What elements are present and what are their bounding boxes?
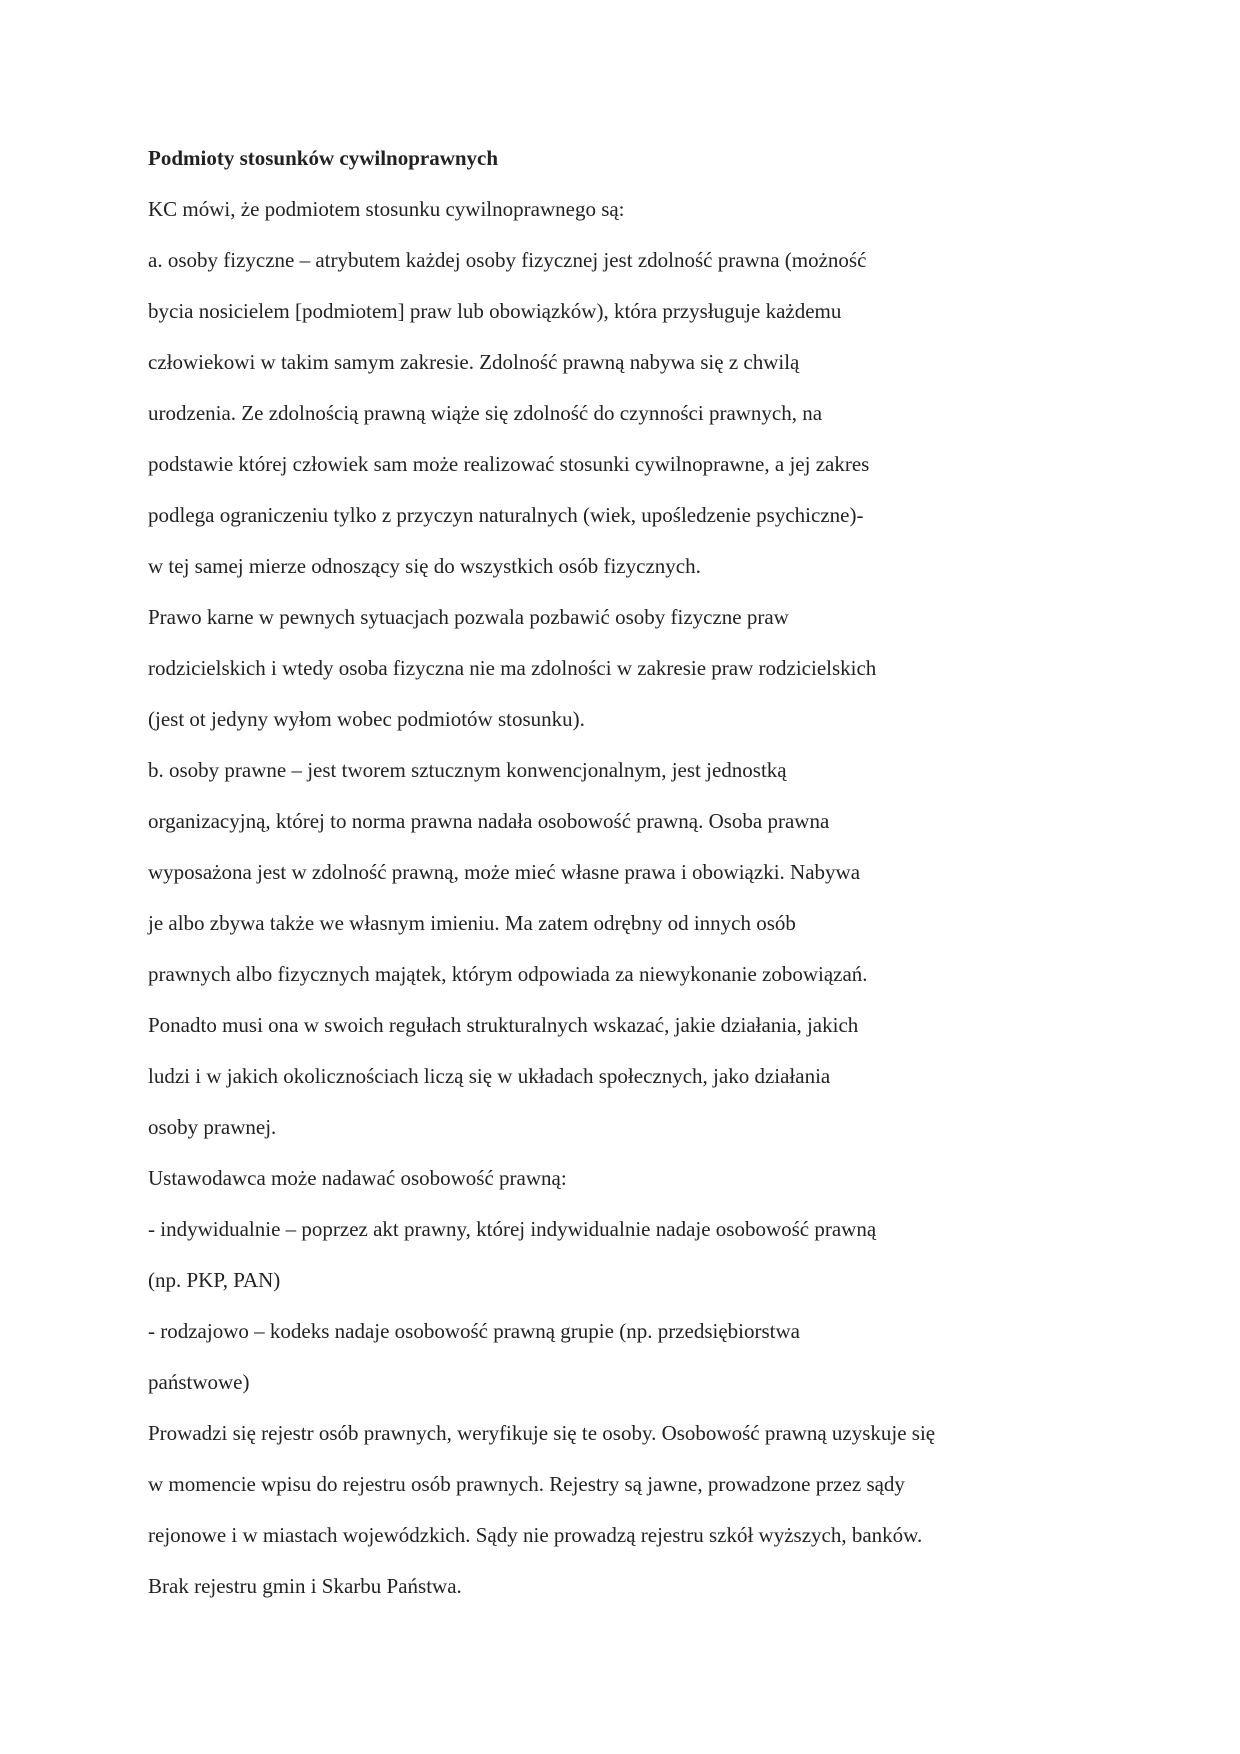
text-line: podstawie której człowiek sam może realizować stosunki cywilnoprawne, a jej zakres: [148, 452, 870, 476]
text-line: rodzicielskich i wtedy osoba fizyczna nie ma zdolności w zakresie praw rodzicielskich: [148, 656, 877, 680]
text-line: b. osoby prawne – jest tworem sztucznym konwencjonalnym, jest jednostką: [148, 758, 787, 782]
text-line: w momencie wpisu do rejestru osób prawnych. Rejestry są jawne, prowadzone przez sądy: [148, 1472, 905, 1496]
text-line: rejonowe i w miastach wojewódzkich. Sądy nie prowadzą rejestru szkół wyższych, banków.: [148, 1523, 923, 1547]
text-line: Prawo karne w pewnych sytuacjach pozwala pozbawić osoby fizyczne praw: [148, 605, 789, 629]
text-line: podlega ograniczeniu tylko z przyczyn naturalnych (wiek, upośledzenie psychiczne)-: [148, 503, 864, 527]
text-line: organizacyjną, której to norma prawna nadała osobowość prawną. Osoba prawna: [148, 809, 830, 833]
text-line: ludzi i w jakich okolicznościach liczą się w układach społecznych, jako działania: [148, 1064, 831, 1088]
text-line: człowiekowi w takim samym zakresie. Zdolność prawną nabywa się z chwilą: [148, 350, 800, 374]
text-line: (jest ot jedyny wyłom wobec podmiotów stosunku).: [148, 707, 585, 731]
text-line: - indywidualnie – poprzez akt prawny, której indywidualnie nadaje osobowość prawną: [148, 1217, 877, 1241]
text-line: KC mówi, że podmiotem stosunku cywilnoprawnego są:: [148, 197, 625, 221]
text-line: Brak rejestru gmin i Skarbu Państwa.: [148, 1574, 462, 1598]
text-line: bycia nosicielem [podmiotem] praw lub obowiązków), która przysługuje każdemu: [148, 299, 842, 323]
document-title: Podmioty stosunków cywilnoprawnych: [148, 146, 499, 170]
text-line: osoby prawnej.: [148, 1115, 277, 1139]
text-line: wyposażona jest w zdolność prawną, może mieć własne prawa i obowiązki. Nabywa: [148, 860, 861, 884]
text-line: je albo zbywa także we własnym imieniu. Ma zatem odrębny od innych osób: [148, 911, 796, 935]
text-line: Prowadzi się rejestr osób prawnych, weryfikuje się te osoby. Osobowość prawną uzyskuje się: [148, 1421, 936, 1445]
text-line: urodzenia. Ze zdolnością prawną wiąże się zdolność do czynności prawnych, na: [148, 401, 823, 425]
text-line: państwowe): [148, 1370, 250, 1394]
text-line: w tej samej mierze odnoszący się do wszystkich osób fizycznych.: [148, 554, 701, 578]
text-line: - rodzajowo – kodeks nadaje osobowość prawną grupie (np. przedsiębiorstwa: [148, 1319, 800, 1343]
text-line: Ponadto musi ona w swoich regułach strukturalnych wskazać, jakie działania, jakich: [148, 1013, 859, 1037]
text-line: Ustawodawca może nadawać osobowość prawną:: [148, 1166, 567, 1190]
document-body: [148, 145, 1028, 1624]
text-line: prawnych albo fizycznych majątek, którym odpowiada za niewykonanie zobowiązań.: [148, 962, 868, 986]
text-line: (np. PKP, PAN): [148, 1268, 281, 1292]
text-line: a. osoby fizyczne – atrybutem każdej osoby fizycznej jest zdolność prawna (możność: [148, 248, 867, 272]
